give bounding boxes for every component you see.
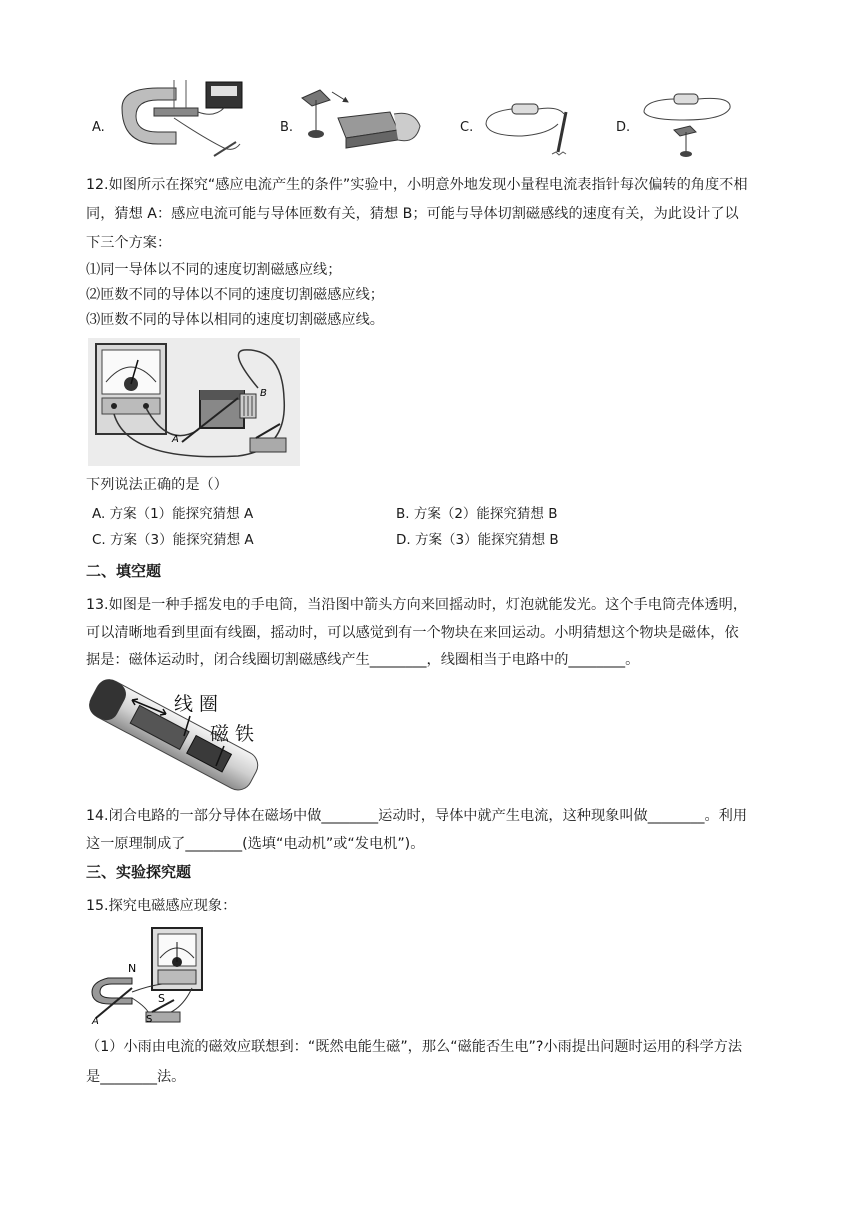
q11-option-a-label: A. [92,120,105,135]
q11-option-d-figure [634,78,744,164]
q14-line-1: 14.闭合电路的一部分导体在磁场中做________运动时，导体中就产生电流，这种现象叫做________。利用 [86,808,748,824]
q11-option-b-label: B. [280,120,294,135]
q11-option-c-figure [478,78,588,164]
q12-experiment-figure [88,338,300,466]
q15-sub1-line-1: （1）小雨由电流的磁效应联想到：“既然电能生磁”，那么“磁能否生电”?小雨提出问题时运用的科学方法 [86,1039,743,1055]
q11-figure-row [86,78,786,168]
q12-figure-label-a: A [172,434,179,445]
q11-option-b-figure [298,78,428,164]
q12-option-d[interactable]: D. 方案（3）能探究猜想 B [396,532,559,548]
q15-label-n: N [128,962,137,975]
q15-label-s: S [158,992,165,1005]
q15-label-a: A [92,1016,99,1026]
q13-line-1: 13.如图是一种手摇发电的手电筒，当沿图中箭头方向来回摇动时，灯泡就能发光。这个手电筒壳体透明， [86,597,748,613]
q12-option-c[interactable]: C. 方案（3）能探究猜想 A [92,532,254,548]
q11-option-d-label: D. [616,120,631,135]
q12-question: 下列说法正确的是（） [86,477,228,493]
q15-sub1-line-2: 是________法。 [86,1069,186,1085]
q12-plan-1: ⑴同一导体以不同的速度切割磁感应线； [86,262,342,278]
q13-flashlight-figure [82,674,266,796]
q12-stem-line-1: 12.如图所示在探究“感应电流产生的条件”实验中，小明意外地发现小量程电流表指针每次偏转的角度不相 [86,177,748,193]
section-3-title: 三、实验探究题 [86,863,192,881]
q11-option-a-figure [114,78,264,164]
q12-stem-line-2: 同，猜想 A：感应电流可能与导体匝数有关，猜想 B；可能与导体切割磁感线的速度有关，为此设计了以 [86,206,739,222]
q15-label-s2: S [146,1014,153,1025]
q13-line-2: 可以清晰地看到里面有线圈，摇动时，可以感觉到有一个物块在来回运动。小明猜想这个物块是磁体，依 [86,625,739,641]
q12-option-b[interactable]: B. 方案（2）能探究猜想 B [396,506,558,522]
q13-line-3: 据是：磁体运动时，闭合线圈切割磁感线产生________，线圈相当于电路中的________。 [86,652,640,668]
q13-magnet-label: 磁 铁 [210,723,255,745]
q15-intro: 15.探究电磁感应现象： [86,898,237,914]
q14-line-2: 这一原理制成了________(选填“电动机”或“发电机”)。 [86,836,425,852]
q12-plan-3: ⑶匝数不同的导体以相同的速度切割磁感应线。 [86,312,384,328]
q15-experiment-figure [88,926,214,1026]
section-2-title: 二、填空题 [86,562,162,580]
q12-plan-2: ⑵匝数不同的导体以不同的速度切割磁感应线； [86,287,384,303]
q13-coil-label: 线 圈 [174,693,219,715]
q12-figure-label-b: B [260,388,267,399]
q12-stem-line-3: 下三个方案： [86,235,172,251]
q11-option-c-label: C. [460,120,474,135]
q12-option-a[interactable]: A. 方案（1）能探究猜想 A [92,506,254,522]
